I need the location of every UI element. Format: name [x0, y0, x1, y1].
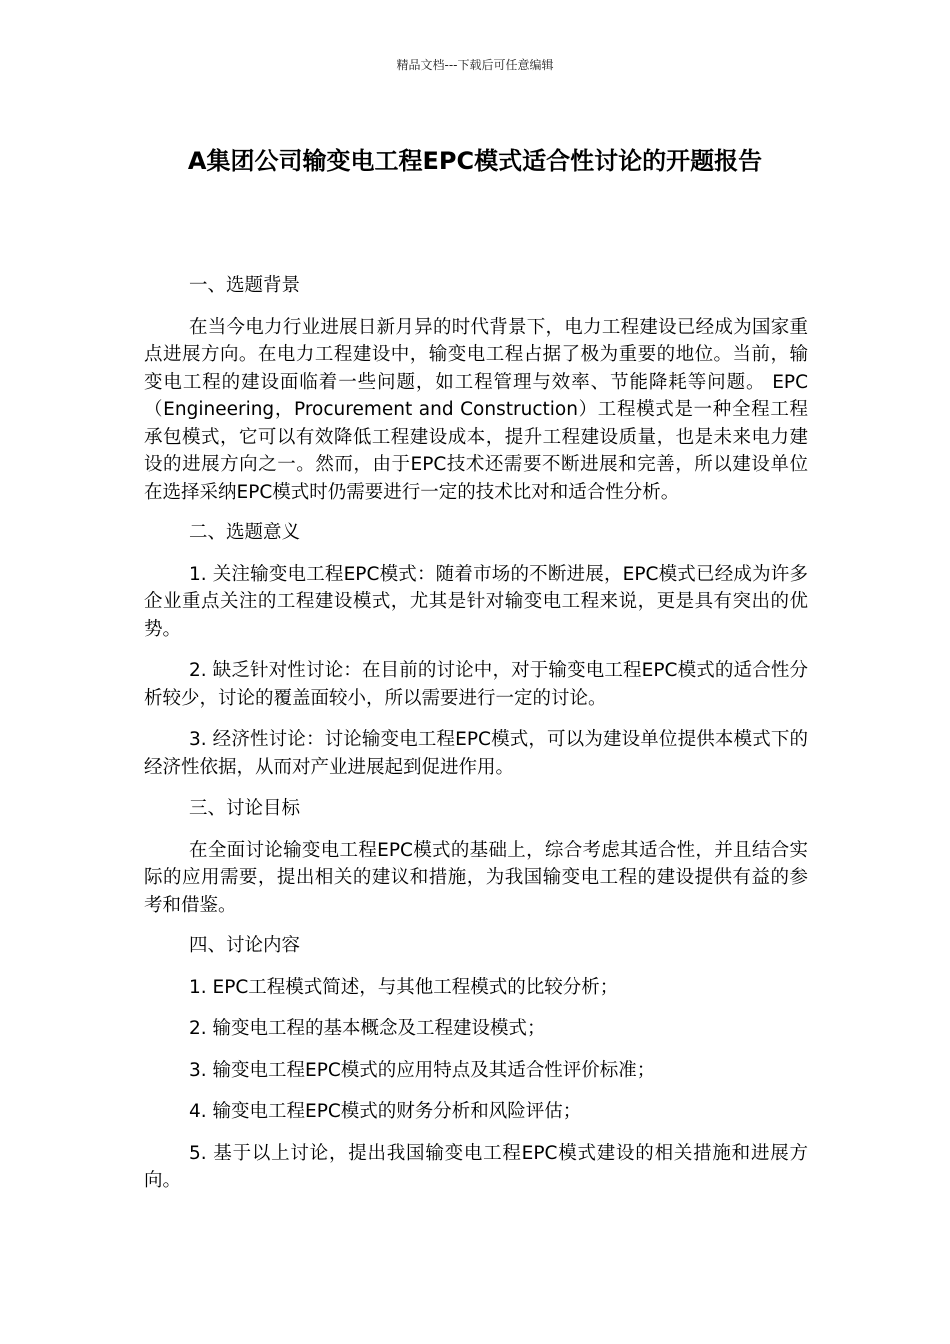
section-heading-objective: 三、讨论目标 — [189, 798, 301, 819]
paragraph-objective: 在全面讨论输变电工程EPC模式的基础上，综合考虑其适合性，并且结合实际的应用需要，提出相关的建议和措施，为我国输变电工程的建设提供有益的参考和借鉴。 — [144, 839, 808, 916]
paragraph-background: 在当今电力行业进展日新月异的时代背景下，电力工程建设已经成为国家重点进展方向。在电力工程建设中，输变电工程占据了极为重要的地位。当前，输变电工程的建设面临着一些问题，如工程管理与效率、节能降耗等问题。 EPC（Engineering，Procurement and Construction）工程模式是一种全程工程承包模式，它可以有效降低工程建设成本，提升工程建设质量，也是未来电力建设的进展方向之一。然而，由于EPC技术还需要不断进展和完善，所以建设单位在选择采纳EPC模式时仍需要进行一定的技术比对和适合性分析。 — [144, 316, 808, 503]
section-heading-content: 四、讨论内容 — [189, 935, 301, 956]
section-heading-significance: 二、选题意义 — [189, 522, 301, 543]
list-item: 3. 经济性讨论：讨论输变电工程EPC模式，可以为建设单位提供本模式下的经济性依据，从而对产业进展起到促进作用。 — [144, 729, 808, 778]
header-note: 精品文档---下载后可任意编辑 — [396, 58, 554, 72]
document-title: A集团公司输变电工程EPC模式适合性讨论的开题报告 — [187, 147, 763, 175]
list-item: 2. 缺乏针对性讨论：在目前的讨论中，对于输变电工程EPC模式的适合性分析较少，讨论的覆盖面较小，所以需要进行一定的讨论。 — [144, 660, 808, 709]
list-item: 3. 输变电工程EPC模式的应用特点及其适合性评价标准； — [189, 1059, 656, 1081]
list-item: 2. 输变电工程的基本概念及工程建设模式； — [189, 1018, 546, 1039]
list-item: 1. EPC工程模式简述，与其他工程模式的比较分析； — [189, 976, 619, 998]
list-item: 4. 输变电工程EPC模式的财务分析和风险评估； — [189, 1101, 582, 1122]
list-item: 5. 基于以上讨论，提出我国输变电工程EPC模式建设的相关措施和进展方向。 — [144, 1142, 808, 1191]
document-body — [144, 272, 808, 1209]
section-heading-background: 一、选题背景 — [189, 275, 301, 296]
list-item: 1. 关注输变电工程EPC模式：随着市场的不断进展，EPC模式已经成为许多企业重点关注的工程建设模式，尤其是针对输变电工程来说，更是具有突出的优势。 — [144, 563, 808, 640]
